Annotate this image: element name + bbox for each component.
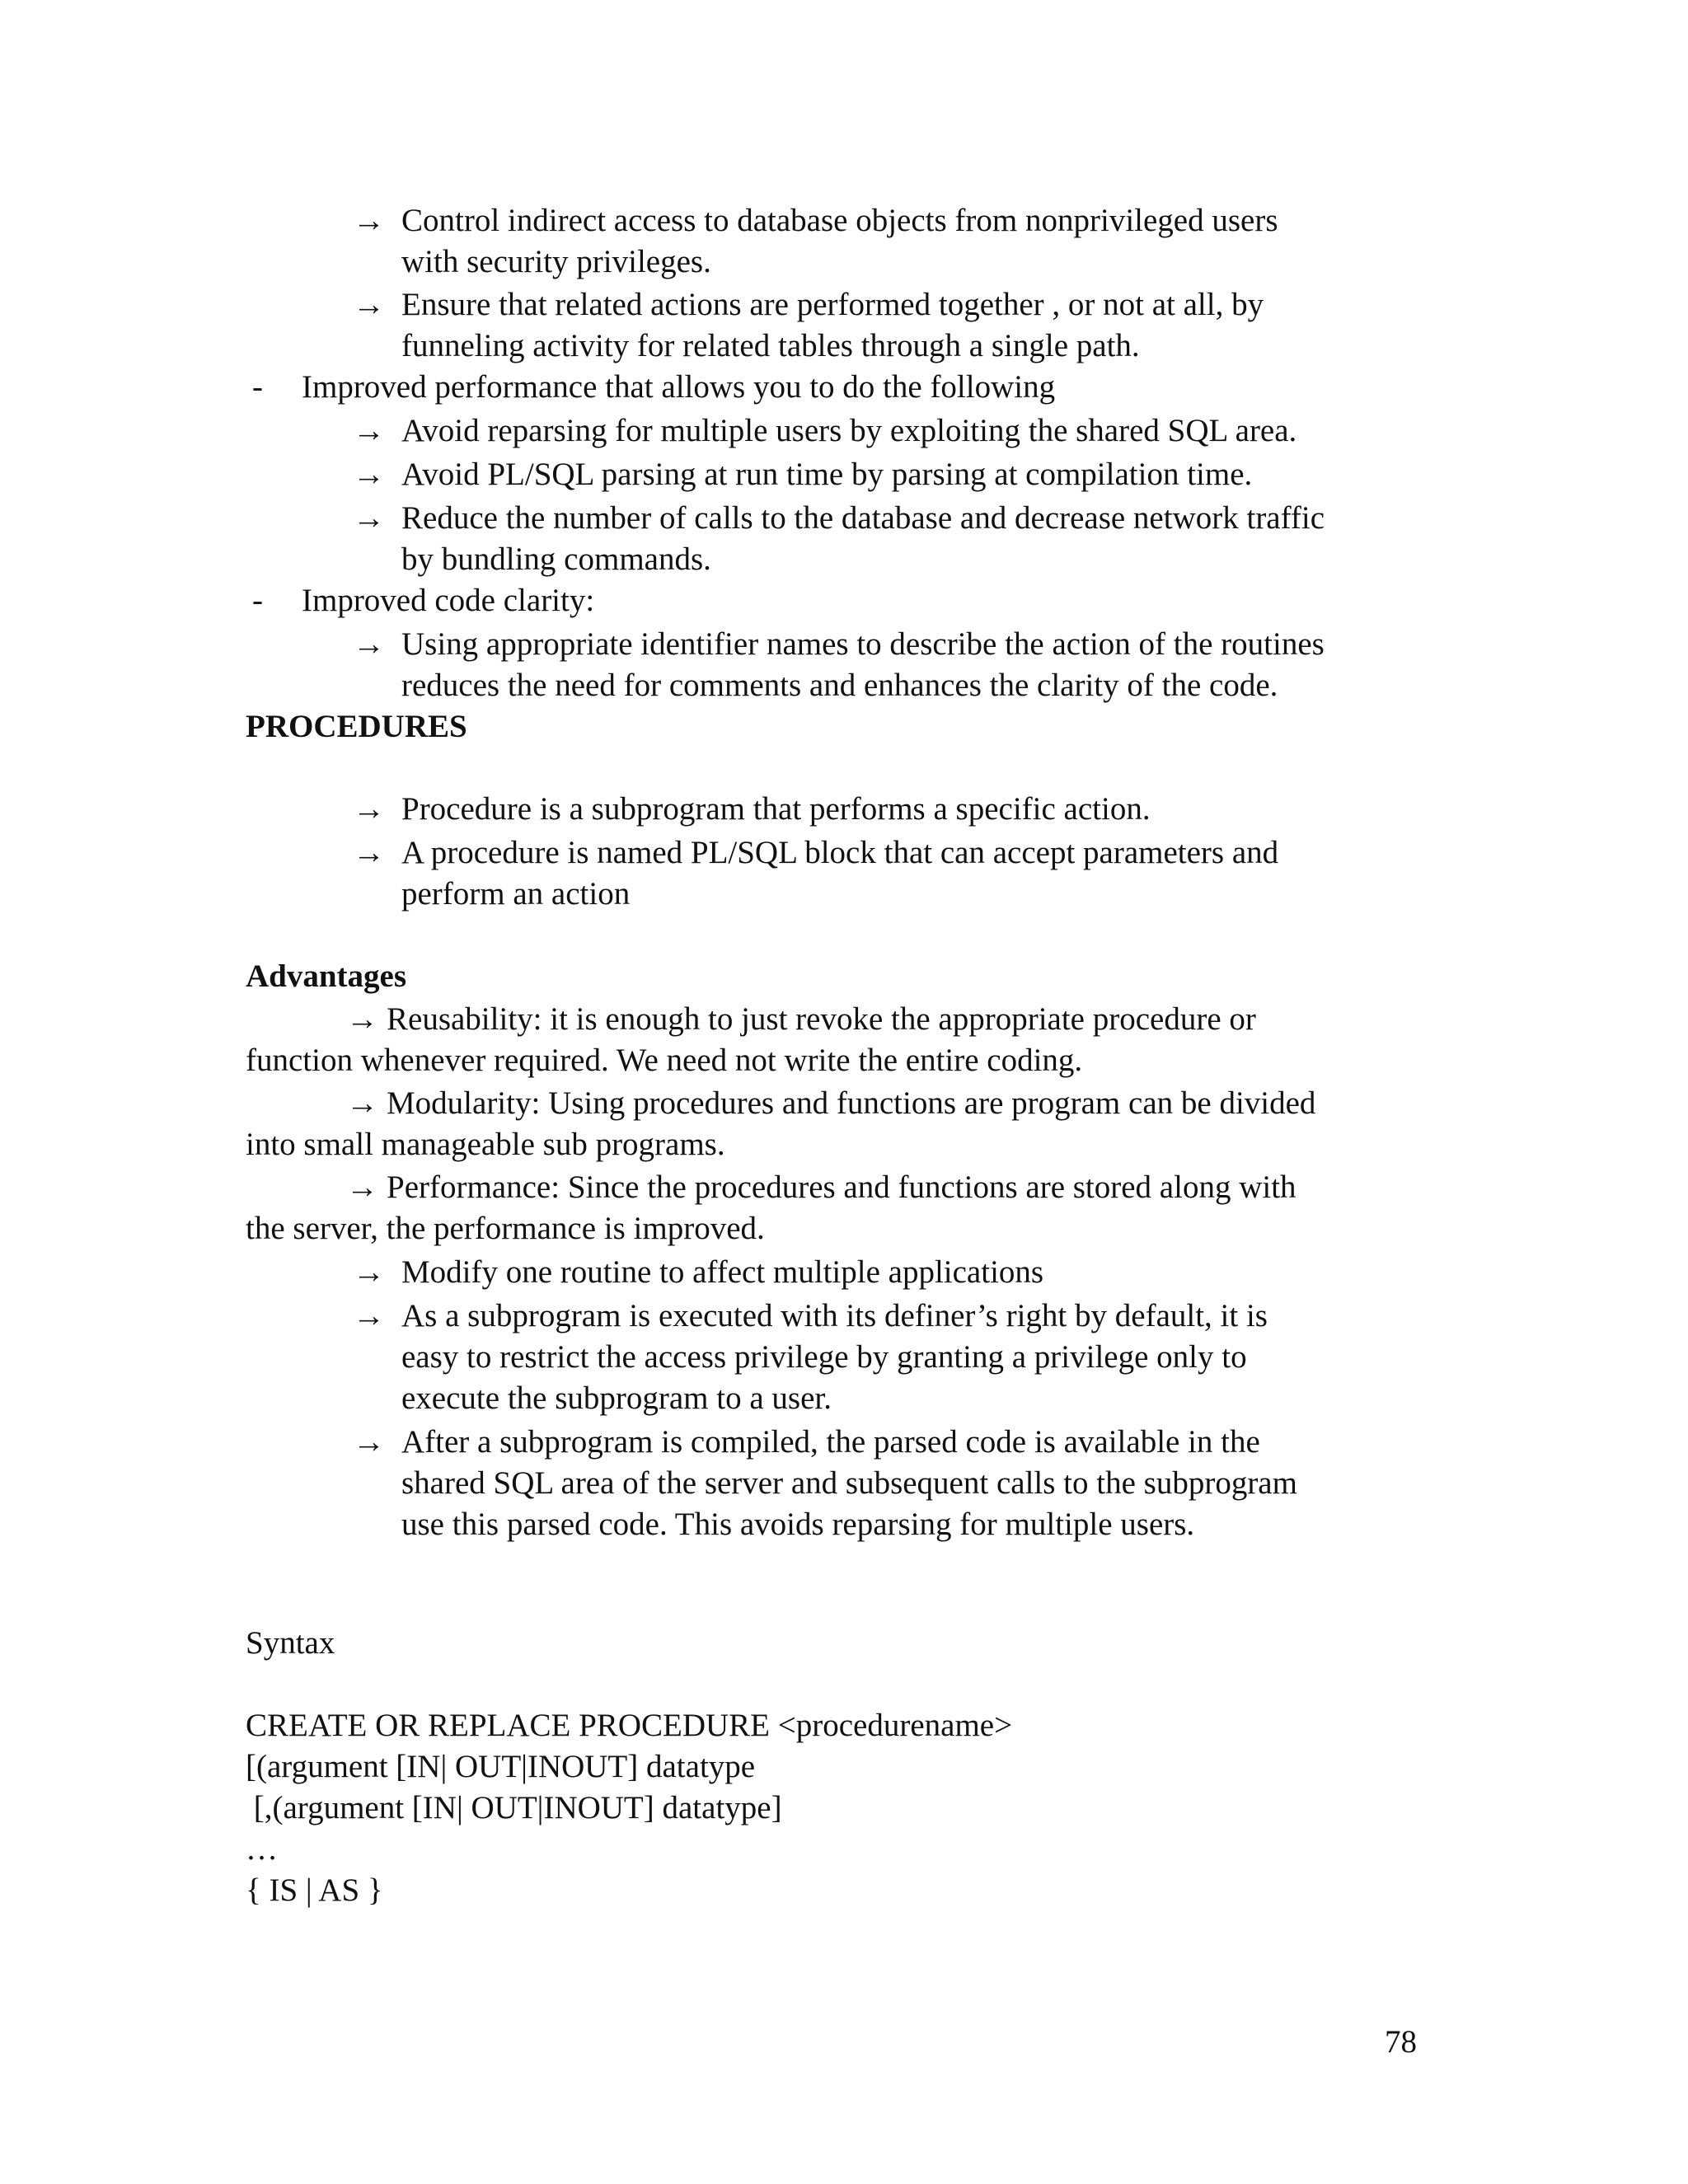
arrow-icon: → [353, 413, 385, 448]
bullet-text: reduces the need for comments and enhances the clarity of the code. [401, 668, 1278, 703]
dash-bullet: - [252, 369, 263, 405]
page-number: 78 [1385, 2024, 1417, 2060]
arrow-icon: → [353, 1424, 385, 1460]
bullet-text: shared SQL area of the server and subsequent calls to the subprogram [401, 1465, 1297, 1501]
dash-item-text: Improved performance that allows you to do the following [302, 369, 1056, 405]
bullet-text: use this parsed code. This avoids reparsing for multiple users. [401, 1507, 1195, 1542]
bullet-text: perform an action [401, 876, 631, 912]
code-line: CREATE OR REPLACE PROCEDURE <procedurename> [246, 1708, 1013, 1743]
bullet-text: easy to restrict the access privilege by granting a privilege only to [401, 1339, 1247, 1375]
paragraph-text: Modularity: Using procedures and functions are program can be divided [387, 1085, 1316, 1121]
bullet-text: Avoid PL/SQL parsing at run time by parsing at compilation time. [401, 457, 1253, 492]
bullet-text: Using appropriate identifier names to describe the action of the routines [401, 626, 1325, 662]
arrow-icon: → [353, 500, 385, 536]
section-heading-advantages: Advantages [246, 958, 407, 994]
code-line: … [246, 1831, 278, 1867]
section-heading-procedures: PROCEDURES [246, 709, 467, 744]
bullet-text: by bundling commands. [401, 541, 711, 577]
paragraph-text: Performance: Since the procedures and functions are stored along with [387, 1169, 1296, 1205]
paragraph-text: into small manageable sub programs. [246, 1127, 725, 1162]
arrow-icon: → [353, 287, 385, 322]
arrow-icon: → [353, 1298, 385, 1333]
arrow-icon: → [353, 626, 385, 662]
code-line: [,(argument [IN| OUT|INOUT] datatype] [246, 1790, 782, 1825]
code-line: { IS | AS } [246, 1872, 383, 1908]
bullet-text: As a subprogram is executed with its definer’s right by default, it is [401, 1298, 1268, 1333]
paragraph-text: function whenever required. We need not write the entire coding. [246, 1043, 1083, 1078]
bullet-text: funneling activity for related tables through a single path. [401, 328, 1140, 363]
bullet-text: Modify one routine to affect multiple applications [401, 1254, 1044, 1290]
bullet-text: After a subprogram is compiled, the parsed code is available in the [401, 1424, 1260, 1460]
bullet-text: execute the subprogram to a user. [401, 1380, 832, 1416]
arrow-icon: → [346, 1085, 378, 1121]
arrow-icon: → [353, 203, 385, 238]
arrow-icon: → [353, 835, 385, 870]
paragraph-text: the server, the performance is improved. [246, 1211, 765, 1246]
bullet-text: Reduce the number of calls to the database and decrease network traffic [401, 500, 1325, 536]
bullet-text: Ensure that related actions are performed together , or not at all, by [401, 287, 1264, 322]
code-line: [(argument [IN| OUT|INOUT] datatype [246, 1749, 756, 1784]
arrow-icon: → [353, 1254, 385, 1290]
dash-item-text: Improved code clarity: [302, 583, 595, 618]
arrow-icon: → [353, 457, 385, 492]
bullet-text: A procedure is named PL/SQL block that can accept parameters and [401, 835, 1279, 870]
arrow-icon: → [346, 1001, 378, 1037]
arrow-icon: → [346, 1169, 378, 1205]
bullet-text: Procedure is a subprogram that performs a specific action. [401, 791, 1151, 827]
syntax-label: Syntax [246, 1625, 335, 1661]
arrow-icon: → [353, 791, 385, 827]
dash-bullet: - [252, 583, 263, 618]
bullet-text: with security privileges. [401, 244, 711, 279]
paragraph-text: Reusability: it is enough to just revoke the appropriate procedure or [387, 1001, 1256, 1037]
bullet-text: Avoid reparsing for multiple users by exploiting the shared SQL area. [401, 413, 1297, 448]
bullet-text: Control indirect access to database objects from nonprivileged users [401, 203, 1278, 238]
